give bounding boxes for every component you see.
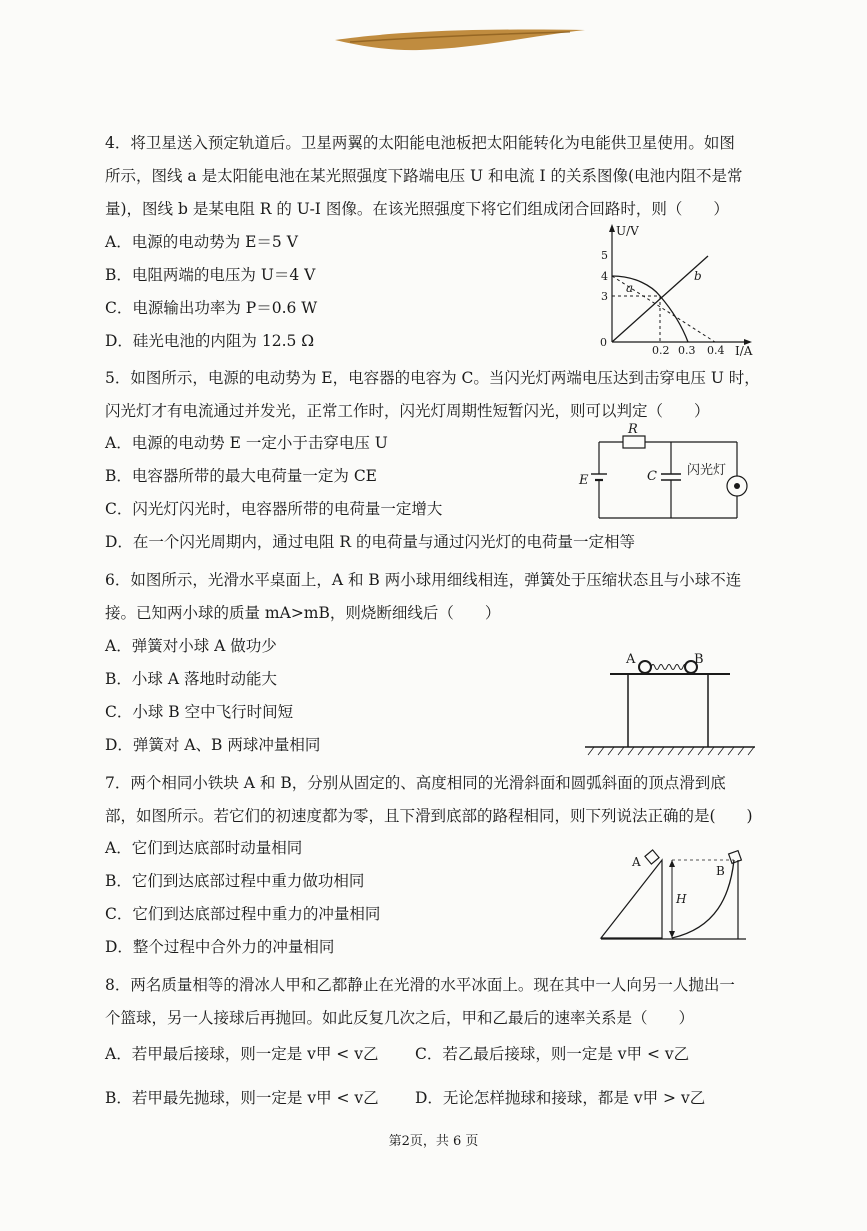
- resistor-icon: [623, 436, 645, 448]
- q4-x-tick-02: 0.2: [652, 344, 670, 357]
- q7-line-2: 部，如图所示。若它们的初速度都为零，且下滑到底部的路程相同，则下列说法正确的是( ): [105, 807, 753, 825]
- block-a-icon: [645, 850, 659, 864]
- q5-resistor-label: R: [628, 422, 638, 437]
- q8-option-d: D．无论怎样抛球和接球，都是 v甲 > v乙: [415, 1089, 706, 1107]
- q7-option-a: A．它们到达底部时动量相同: [105, 839, 303, 857]
- q8-line-1: 8．两名质量相等的滑冰人甲和乙都静止在光滑的水平冰面上。现在其中一人向另一人抛出一: [105, 976, 735, 994]
- q5-option-c: C．闪光灯闪光时，电容器所带的电荷量一定增大: [105, 500, 443, 518]
- brush-stroke-decoration: [330, 22, 590, 58]
- q5-line-2: 闪光灯才有电流通过并发光，正常工作时，闪光灯周期性短暂闪光，则可以判定（ ）: [105, 402, 710, 420]
- q7-height-label: H: [676, 892, 687, 906]
- q6-line-1: 6．如图所示，光滑水平桌面上，A 和 B 两小球用细线相连，弹簧处于压缩状态且与小球不连: [105, 571, 742, 589]
- q5-line-1: 5．如图所示，电源的电动势为 E，电容器的电容为 C。当闪光灯两端电压达到击穿电压 U 时，: [105, 369, 760, 387]
- q6-ball-a-label: A: [626, 652, 636, 667]
- q4-origin-label: 0: [600, 336, 607, 349]
- q5-lamp-label: 闪光灯: [687, 463, 727, 478]
- q4-option-d: D．硅光电池的内阻为 12.5 Ω: [105, 332, 315, 350]
- q4-option-a: A．电源的电动势为 E＝5 V: [105, 233, 298, 251]
- q4-option-c: C．电源输出功率为 P＝0.6 W: [105, 299, 318, 317]
- q4-y-tick-3: 3: [601, 290, 608, 303]
- q4-ui-graph: [590, 222, 760, 360]
- page-footer: 第2页，共 6 页: [388, 1134, 479, 1149]
- q4-x-axis-label: I/A: [735, 344, 753, 358]
- q7-option-b: B．它们到达底部过程中重力做功相同: [105, 872, 365, 890]
- q5-option-a: A．电源的电动势 E 一定小于击穿电压 U: [105, 434, 388, 452]
- q4-line-3: 量)，图线 b 是某电阻 R 的 U-I 图像。在该光照强度下将它们组成闭合回路时，则（ ）: [105, 200, 729, 218]
- q6-option-b: B．小球 A 落地时动能大: [105, 670, 277, 688]
- q8-line-2: 个篮球，另一人接球后再抛回。如此反复几次之后，甲和乙最后的速率关系是（ ）: [105, 1009, 695, 1027]
- q7-line-1: 7．两个相同小铁块 A 和 B，分别从固定的、高度相同的光滑斜面和圆弧斜面的顶点滑到底: [105, 774, 726, 792]
- q5-source-label: E: [579, 473, 589, 488]
- q6-table-spring-diagram: [580, 645, 760, 763]
- q4-line-1: 4．将卫星送入预定轨道后。卫星两翼的太阳能电池板把太阳能转化为电能供卫星使用。如图: [105, 134, 735, 152]
- q6-option-d: D．弹簧对 A、B 两球冲量相同: [105, 736, 321, 754]
- q4-curve-a-label: a: [626, 281, 634, 295]
- q8-option-a: A．若甲最后接球，则一定是 v甲 < v乙: [105, 1045, 379, 1063]
- q5-option-d: D．在一个闪光周期内，通过电阻 R 的电荷量与通过闪光灯的电荷量一定相等: [105, 533, 635, 551]
- ball-a-icon: [639, 661, 651, 673]
- q6-ball-b-label: B: [694, 652, 704, 667]
- q8-option-c: C．若乙最后接球，则一定是 v甲 < v乙: [415, 1045, 690, 1063]
- q4-line-b-label: b: [694, 269, 702, 283]
- ball-b-icon: [685, 661, 697, 673]
- q6-line-2: 接。已知两小球的质量 mA>mB，则烧断细线后（ ）: [105, 604, 501, 622]
- q4-option-b: B．电阻两端的电压为 U＝4 V: [105, 266, 316, 284]
- q5-circuit-diagram: [575, 422, 755, 524]
- q6-option-c: C．小球 B 空中飞行时间短: [105, 703, 294, 721]
- q4-x-tick-03: 0.3: [678, 344, 696, 357]
- block-b-icon: [729, 851, 742, 864]
- q4-line-2: 所示，图线 a 是太阳能电池在某光照强度下路端电压 U 和电流 I 的关系图像(电池内阻不是常: [105, 167, 743, 185]
- q7-option-c: C．它们到达底部过程中重力的冲量相同: [105, 905, 381, 923]
- q6-option-a: A．弹簧对小球 A 做功少: [105, 637, 277, 655]
- q7-option-d: D．整个过程中合外力的冲量相同: [105, 938, 335, 956]
- q4-y-tick-5: 5: [601, 249, 608, 262]
- q4-y-axis-label: U/V: [616, 224, 639, 238]
- q4-x-tick-04: 0.4: [707, 344, 725, 357]
- q7-incline-arc-diagram: [596, 846, 756, 946]
- q7-block-b-label: B: [716, 864, 725, 878]
- q7-block-a-label: A: [632, 855, 641, 869]
- spring-icon: [651, 665, 685, 670]
- q8-option-b: B．若甲最先抛球，则一定是 v甲 < v乙: [105, 1089, 379, 1107]
- q4-y-tick-4: 4: [601, 270, 608, 283]
- q5-capacitor-label: C: [647, 469, 657, 484]
- q5-option-b: B．电容器所带的最大电荷量一定为 CE: [105, 467, 377, 485]
